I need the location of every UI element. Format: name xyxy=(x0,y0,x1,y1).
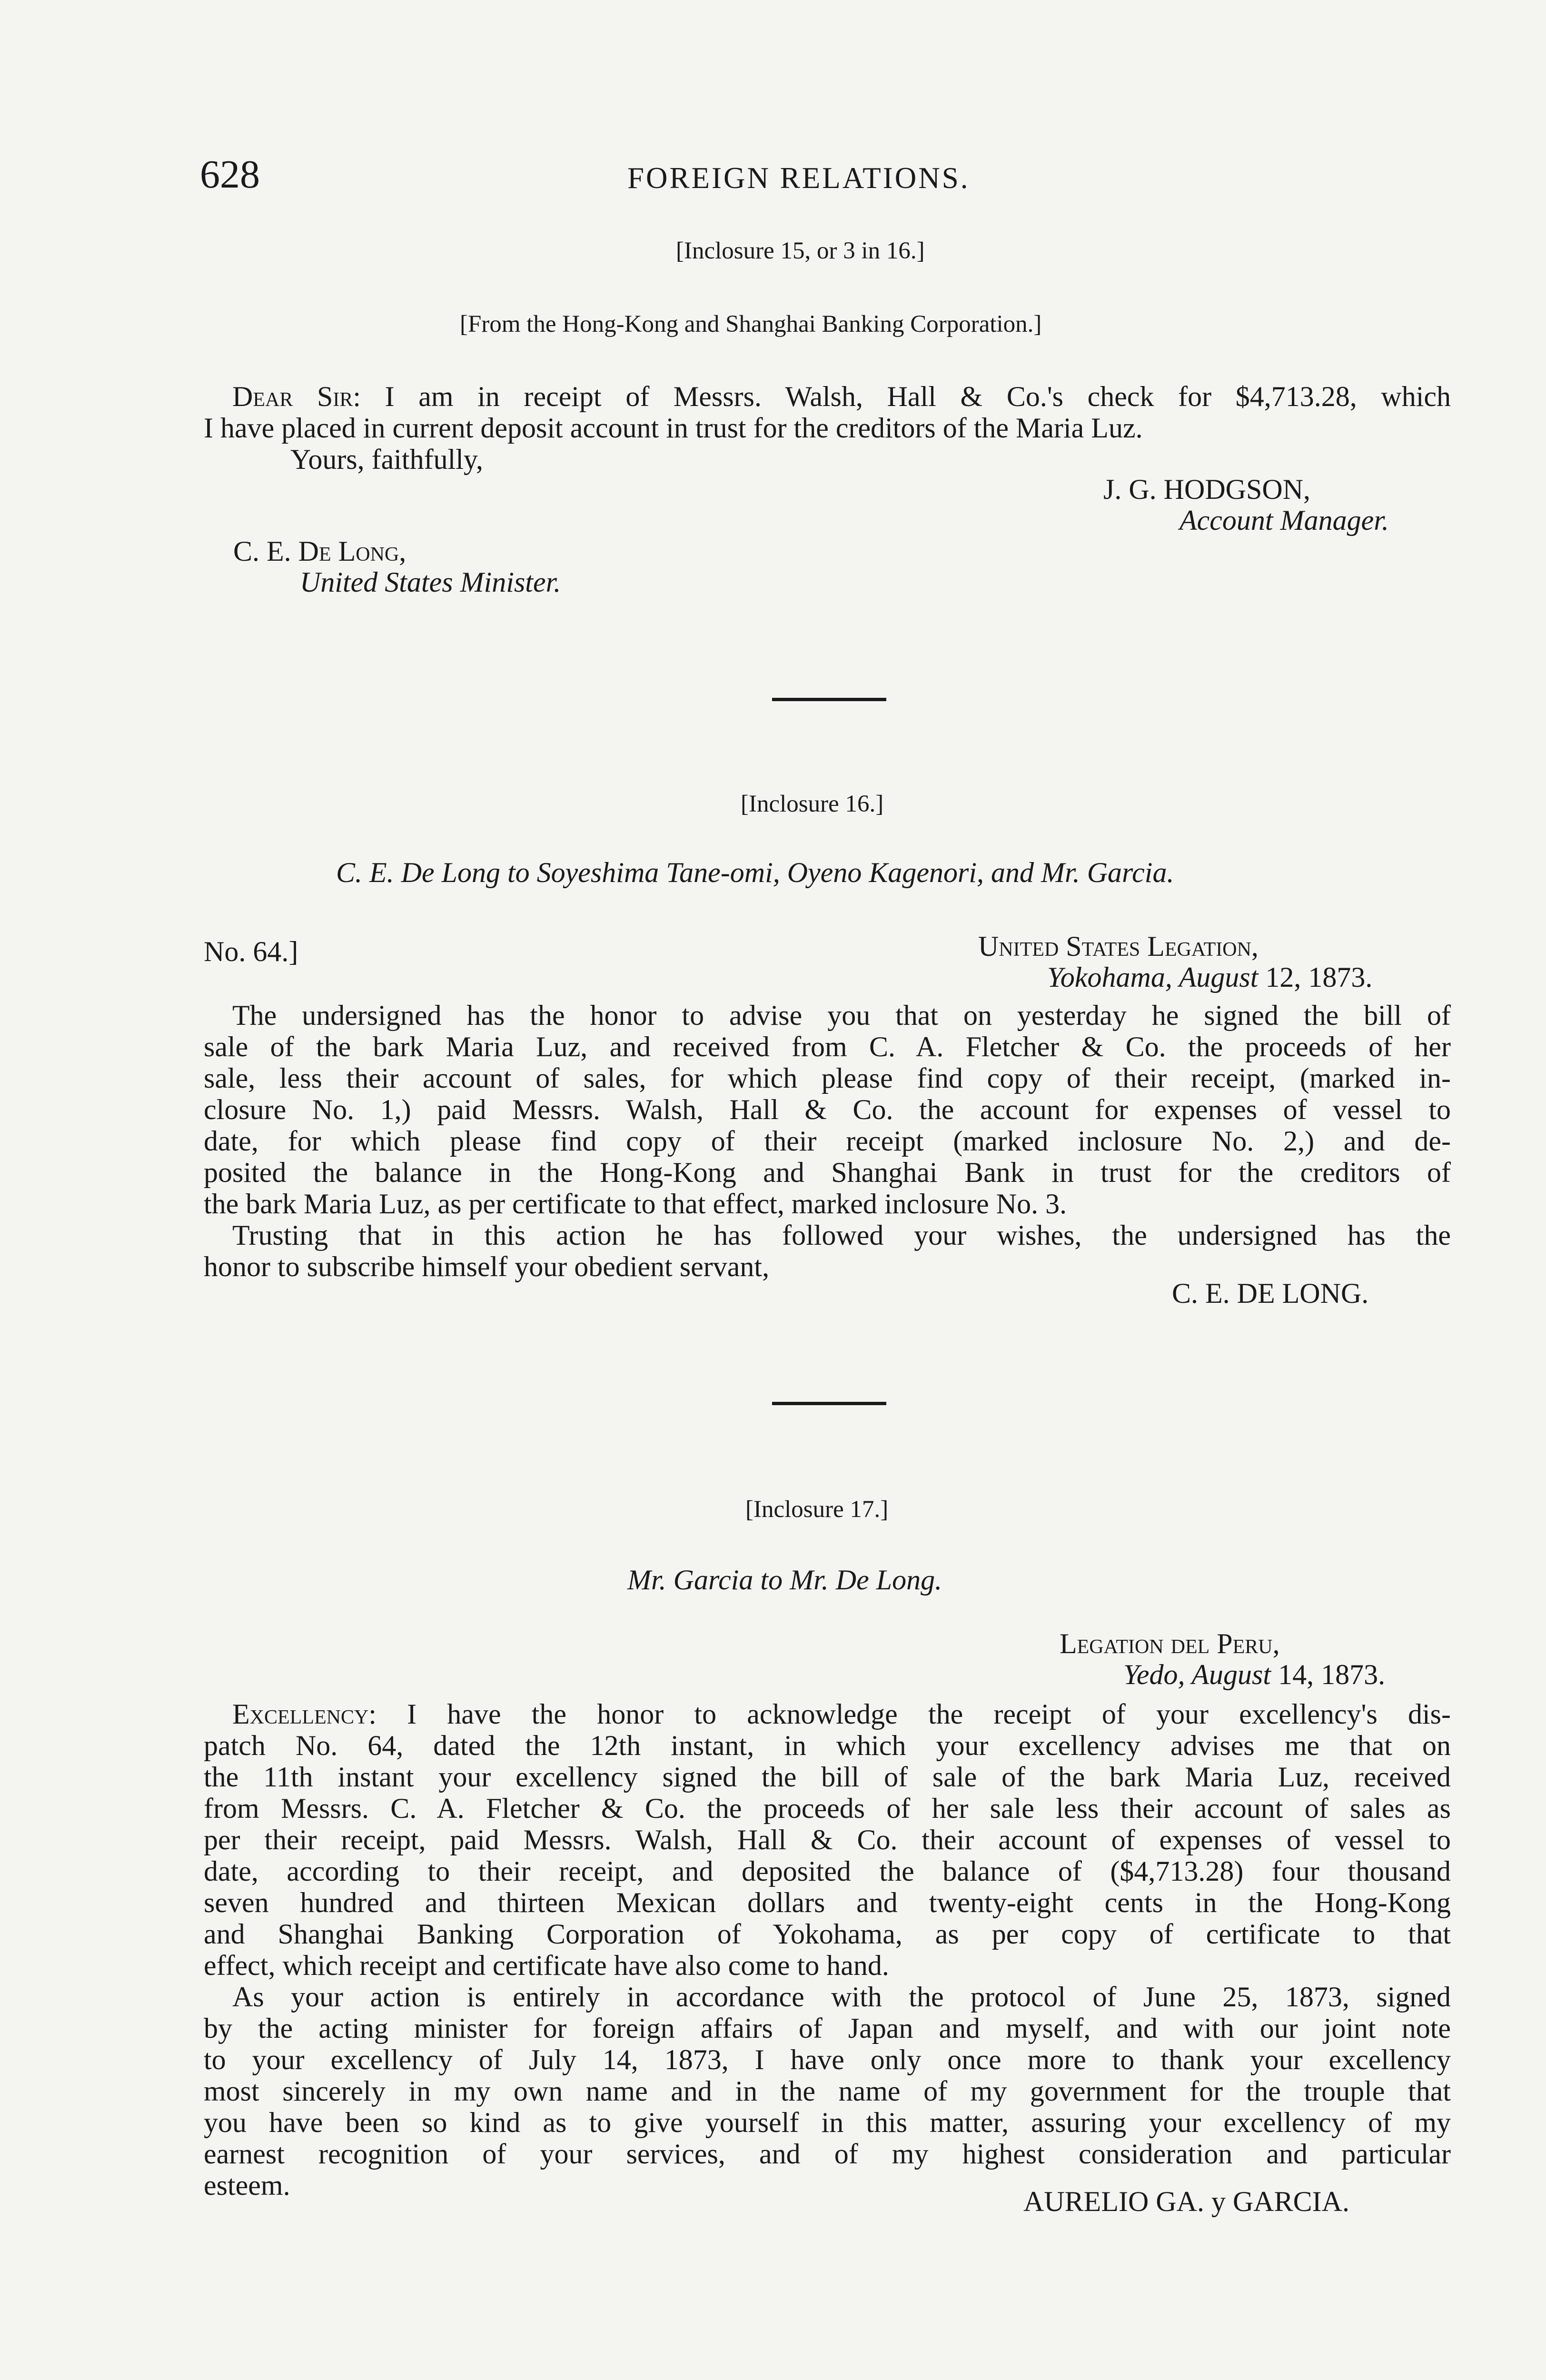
inclosure-17-title: Mr. Garcia to Mr. De Long. xyxy=(627,1564,942,1596)
paragraph-line: by the acting minister for foreign affairs of Japan and myself, and with our joint note xyxy=(204,2013,1451,2044)
inclosure-16-heading: [Inclosure 16.] xyxy=(741,791,884,817)
inclosure-15-source: [From the Hong-Kong and Shanghai Banking Corporation.] xyxy=(460,311,1042,337)
paragraph-line: As your action is entirely in accordance with the protocol of June 25, 1873, signed xyxy=(232,1981,1451,2013)
paragraph-line: the 11th instant your excellency signed the bill of sale of the bark Maria Luz, received xyxy=(204,1761,1451,1793)
paragraph-line: The undersigned has the honor to advise you that on yesterday he signed the bill of xyxy=(232,1000,1451,1031)
inclosure-17-paragraph-1 xyxy=(204,1698,1451,1981)
paragraph-line: the bark Maria Luz, as per certificate to that effect, marked inclosure No. 3. xyxy=(204,1188,1067,1220)
inclosure-17-heading: [Inclosure 17.] xyxy=(745,1496,889,1523)
paragraph-line: posited the balance in the Hong-Kong and Shanghai Bank in trust for the creditors of xyxy=(204,1157,1451,1188)
paragraph-line: sale, less their account of sales, for which please find copy of their receipt, (marked in- xyxy=(204,1062,1451,1094)
paragraph-line: seven hundred and thirteen Mexican dollars and twenty-eight cents in the Hong-Kong xyxy=(204,1887,1451,1918)
paragraph-line: Trusting that in this action he has followed your wishes, the undersigned has the xyxy=(232,1220,1451,1251)
letter-line: I have placed in current deposit account in trust for the creditors of the Maria Luz. xyxy=(204,412,1143,444)
letter-line: Dear Sir: I am in receipt of Messrs. Walsh, Hall & Co.'s check for $4,713.28, which xyxy=(232,381,1451,412)
paragraph-line: sale of the bark Maria Luz, and received from C. A. Fletcher & Co. the proceeds of her xyxy=(204,1031,1451,1062)
inclosure-16-paragraph-2 xyxy=(204,1220,1451,1282)
legation-place: Legation del Peru, xyxy=(1060,1628,1280,1659)
letter-closing: Yours, faithfully, xyxy=(290,444,484,475)
running-title: FOREIGN RELATIONS. xyxy=(627,161,970,195)
page-number: 628 xyxy=(200,152,260,197)
paragraph-line: earnest recognition of your services, and of my highest consideration and particular xyxy=(204,2138,1451,2170)
paragraph-line: Excellency: I have the honor to acknowledge the receipt of your excellency's dis- xyxy=(232,1698,1451,1730)
paragraph-line: date, according to their receipt, and deposited the balance of ($4,713.28) four thousand xyxy=(204,1855,1451,1887)
addressee-name: C. E. De Long, xyxy=(233,536,406,567)
signer-name: J. G. HODGSON, xyxy=(1103,474,1311,505)
paragraph-line: you have been so kind as to give yourself in this matter, assuring your excellency of my xyxy=(204,2107,1451,2138)
salutation: Dear Sir xyxy=(232,381,353,412)
inclosure-17-signature: AURELIO GA. y GARCIA. xyxy=(1023,2186,1349,2217)
dispatch-date: Yokohama, August 12, 1873. xyxy=(1047,962,1373,993)
paragraph-line: and Shanghai Banking Corporation of Yokohama, as per copy of certificate to that xyxy=(204,1918,1451,1950)
letter-date: Yedo, August 14, 1873. xyxy=(1123,1659,1386,1690)
addressee-title: United States Minister. xyxy=(300,566,561,598)
paragraph-line: date, for which please find copy of their receipt (marked inclosure No. 2,) and de- xyxy=(204,1125,1451,1157)
paragraph-line: patch No. 64, dated the 12th instant, in which your excellency advises me that on xyxy=(204,1730,1451,1761)
inclosure-16-title: C. E. De Long to Soyeshima Tane-omi, Oyeno Kagenori, and Mr. Garcia. xyxy=(336,857,1174,888)
inclosure-16-paragraph-1 xyxy=(204,1000,1451,1220)
salutation: Excellency xyxy=(232,1698,369,1730)
dispatch-number: No. 64.] xyxy=(204,936,298,967)
signer-title: Account Manager. xyxy=(1179,505,1389,536)
paragraph-line: esteem. xyxy=(204,2170,290,2201)
paragraph-line: honor to subscribe himself your obedient servant, xyxy=(204,1251,770,1282)
paragraph-line: most sincerely in my own name and in the name of my government for the trouple that xyxy=(204,2075,1451,2107)
inclosure-16-signature: C. E. DE LONG. xyxy=(1172,1278,1369,1309)
section-divider xyxy=(772,1402,886,1405)
section-divider xyxy=(772,698,886,701)
paragraph-line: effect, which receipt and certificate have also come to hand. xyxy=(204,1950,889,1981)
legation-place: United States Legation, xyxy=(978,931,1259,962)
inclosure-15-heading: [Inclosure 15, or 3 in 16.] xyxy=(676,238,925,264)
paragraph-line: per their receipt, paid Messrs. Walsh, Hall & Co. their account of expenses of vessel to xyxy=(204,1824,1451,1855)
paragraph-line: from Messrs. C. A. Fletcher & Co. the proceeds of her sale less their account of sales as xyxy=(204,1793,1451,1824)
paragraph-line: to your excellency of July 14, 1873, I have only once more to thank your excellency xyxy=(204,2044,1451,2075)
paragraph-line: closure No. 1,) paid Messrs. Walsh, Hall & Co. the account for expenses of vessel to xyxy=(204,1094,1451,1125)
inclosure-17-paragraph-2 xyxy=(204,1981,1451,2201)
inclosure-15-letter xyxy=(204,381,1451,444)
